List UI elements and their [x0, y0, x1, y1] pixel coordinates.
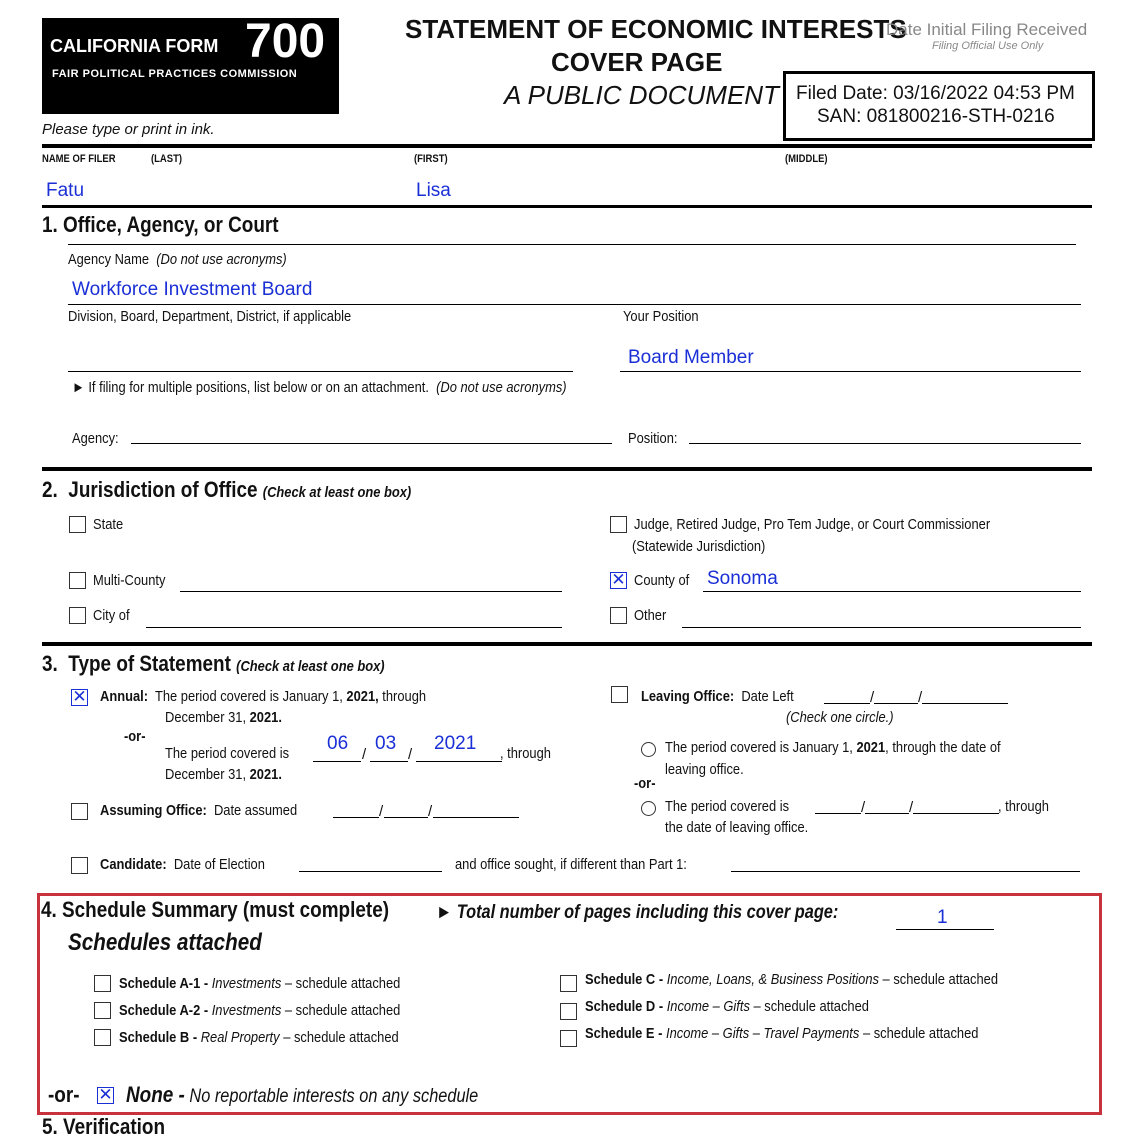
multi-county-checkbox[interactable]: [69, 572, 86, 589]
city-field[interactable]: [146, 627, 562, 628]
date-left-year[interactable]: [922, 703, 1008, 704]
county-of-label: County of: [634, 572, 690, 589]
judge-label-2: (Statewide Jurisdiction): [632, 538, 766, 555]
assuming-day[interactable]: [384, 817, 428, 818]
schedule-d-label: Schedule D - Income – Gifts – schedule attached: [585, 998, 869, 1015]
other-label: Other: [634, 607, 667, 624]
candidate-checkbox[interactable]: [71, 857, 88, 874]
name-of-filer-label: NAME OF FILER: [42, 153, 116, 165]
leave-option2-through: , through: [998, 798, 1049, 815]
schedules-attached-title: Schedules attached: [68, 929, 262, 956]
assuming-checkbox[interactable]: [71, 803, 88, 820]
section2-title: 2. Jurisdiction of Office (Check at least one box): [42, 477, 412, 502]
candidate-text: Candidate: Date of Election: [100, 856, 265, 873]
state-label: State: [93, 516, 124, 533]
leave-option2-year[interactable]: [913, 813, 999, 814]
schedule-a2-checkbox[interactable]: [94, 1002, 111, 1019]
leaving-text: Leaving Office: Date Left: [641, 688, 794, 705]
county-checkbox[interactable]: [610, 572, 627, 589]
total-pages-label: ► Total number of pages including this cover page:: [436, 902, 839, 923]
section1-title: 1. Office, Agency, or Court: [42, 212, 279, 237]
schedule-c-label: Schedule C - Income, Loans, & Business Positions – schedule attached: [585, 971, 999, 988]
judge-checkbox[interactable]: [610, 516, 627, 533]
judge-label: Judge, Retired Judge, Pro Tem Judge, or Court Commissioner: [634, 516, 991, 533]
check-mark-icon: ✕: [72, 687, 87, 706]
section1-divider: [42, 205, 1092, 208]
schedule-b-label: Schedule B - Real Property – schedule attached: [119, 1029, 399, 1046]
brand-line1: CALIFORNIA FORM: [50, 36, 219, 56]
date-left-slash-2: /: [918, 689, 923, 706]
leave-option1-text-2: leaving office.: [665, 761, 744, 778]
election-date-field[interactable]: [299, 871, 442, 872]
schedule-c-checkbox[interactable]: [560, 975, 577, 992]
section2-divider: [42, 467, 1092, 471]
period-year-line: [416, 761, 502, 762]
section5-title: 5. Verification: [42, 1114, 166, 1139]
period-month-line: [313, 761, 361, 762]
other-checkbox[interactable]: [610, 607, 627, 624]
schedule-d-checkbox[interactable]: [560, 1003, 577, 1020]
period-slash-1: /: [362, 746, 367, 763]
leave-option2-radio[interactable]: [641, 801, 656, 816]
period-slash-2: /: [408, 746, 413, 763]
annual-text: Annual: The period covered is January 1, 2021, through: [100, 688, 427, 705]
period-day-field[interactable]: 03: [375, 733, 397, 754]
check-mark-icon: ✕: [98, 1085, 113, 1104]
date-received-label: Date Initial Filing Received: [886, 20, 1088, 39]
county-field[interactable]: Sonoma: [707, 568, 778, 589]
schedule-a2-label: Schedule A-2 - Investments – schedule attached: [119, 1002, 401, 1019]
assuming-month[interactable]: [333, 817, 379, 818]
schedule-e-checkbox[interactable]: [560, 1030, 577, 1047]
assuming-slash-2: /: [428, 803, 433, 820]
last-name-field[interactable]: Fatu: [46, 180, 85, 201]
section4-title: 4. Schedule Summary (must complete): [41, 897, 390, 922]
period-day-line: [370, 761, 408, 762]
assuming-year[interactable]: [433, 817, 519, 818]
leave-option2-slash-1: /: [861, 799, 866, 816]
position-underline: [620, 371, 1081, 372]
filed-date: Filed Date: 03/16/2022 04:53 PM: [796, 83, 1075, 104]
multi-county-label: Multi-County: [93, 572, 166, 589]
leave-option2-slash-2: /: [909, 799, 914, 816]
middle-name-label: (MIDDLE): [785, 153, 828, 165]
official-use-label: Filing Official Use Only: [932, 40, 1044, 52]
date-left-month[interactable]: [824, 703, 870, 704]
last-name-label: (LAST): [151, 153, 183, 165]
agency-name-field[interactable]: Workforce Investment Board: [72, 279, 313, 300]
period-through: , through: [500, 745, 551, 762]
leave-option2-day[interactable]: [865, 813, 909, 814]
brand-line2: FAIR POLITICAL PRACTICES COMMISSION: [52, 68, 298, 80]
form-number: 700: [245, 15, 326, 68]
check-mark-icon: ✕: [611, 570, 626, 589]
multi-county-field[interactable]: [180, 591, 562, 592]
section3-title: 3. Type of Statement (Check at least one box): [42, 651, 385, 676]
leave-option2-text-2: the date of leaving office.: [665, 819, 809, 836]
city-checkbox[interactable]: [69, 607, 86, 624]
schedule-a1-label: Schedule A-1 - Investments – schedule attached: [119, 975, 401, 992]
position2-label: Position:: [628, 430, 678, 447]
multiple-positions-note: ► If filing for multiple positions, list below or on an attachment. (Do not use acronyms): [72, 379, 567, 396]
other-field[interactable]: [682, 627, 1081, 628]
total-pages-line: [896, 929, 994, 930]
section3-divider: [42, 642, 1092, 646]
agency-underline: [68, 304, 1081, 305]
candidate-text-2: and office sought, if different than Part 1:: [455, 856, 687, 873]
schedule-e-label: Schedule E - Income – Gifts – Travel Payments – schedule attached: [585, 1025, 979, 1042]
period-dec: December 31, 2021.: [165, 766, 282, 783]
position-label: Your Position: [623, 308, 699, 325]
ink-note: Please type or print in ink.: [42, 121, 215, 138]
leave-or: -or-: [634, 775, 656, 792]
san-number: SAN: 081800216-STH-0216: [817, 106, 1055, 127]
form-brand-box: [42, 15, 339, 114]
first-name-label: (FIRST): [414, 153, 448, 165]
annual-text-2: December 31, 2021.: [165, 709, 282, 726]
period-year-field[interactable]: 2021: [434, 733, 477, 754]
schedule-b-checkbox[interactable]: [94, 1029, 111, 1046]
county-underline: [703, 591, 1081, 592]
agency2-field[interactable]: [131, 443, 612, 444]
division-field[interactable]: [68, 371, 573, 372]
assuming-text: Assuming Office: Date assumed: [100, 802, 298, 819]
leave-option2-text: The period covered is: [665, 798, 790, 815]
form-title: STATEMENT OF ECONOMIC INTERESTS: [405, 14, 907, 44]
annual-checkbox[interactable]: [71, 689, 88, 706]
city-of-label: City of: [93, 607, 130, 624]
leave-option2-month[interactable]: [815, 813, 861, 814]
period-month-field[interactable]: 06: [327, 733, 349, 754]
first-name-field[interactable]: Lisa: [416, 180, 451, 201]
public-document-label: A PUBLIC DOCUMENT: [504, 80, 779, 110]
agency2-label: Agency:: [72, 430, 119, 447]
office-sought-field[interactable]: [731, 871, 1080, 872]
check-one-note: (Check one circle.): [786, 709, 894, 726]
header-divider: [42, 144, 1092, 148]
total-pages-field[interactable]: 1: [937, 907, 948, 928]
none-or: -or-: [48, 1082, 80, 1107]
leave-option1-radio[interactable]: [641, 742, 656, 757]
schedule-a1-checkbox[interactable]: [94, 975, 111, 992]
none-label: None - No reportable interests on any schedule: [126, 1082, 479, 1107]
position-field[interactable]: Board Member: [628, 347, 754, 368]
assuming-slash-1: /: [379, 803, 384, 820]
period-text: The period covered is: [165, 745, 290, 762]
leave-option1-text: The period covered is January 1, 2021, through the date of: [665, 739, 1001, 756]
filed-date-box: [783, 71, 1095, 141]
form-subtitle: COVER PAGE: [551, 47, 723, 77]
state-checkbox[interactable]: [69, 516, 86, 533]
date-left-slash-1: /: [870, 689, 875, 706]
section1-underline: [68, 244, 1076, 245]
division-label: Division, Board, Department, District, if applicable: [68, 308, 352, 325]
agency-name-label: Agency Name (Do not use acronyms): [68, 251, 287, 268]
date-left-day[interactable]: [874, 703, 918, 704]
leaving-checkbox[interactable]: [611, 686, 628, 703]
position2-field[interactable]: [689, 443, 1081, 444]
none-checkbox[interactable]: [97, 1087, 114, 1104]
annual-or: -or-: [124, 728, 146, 745]
